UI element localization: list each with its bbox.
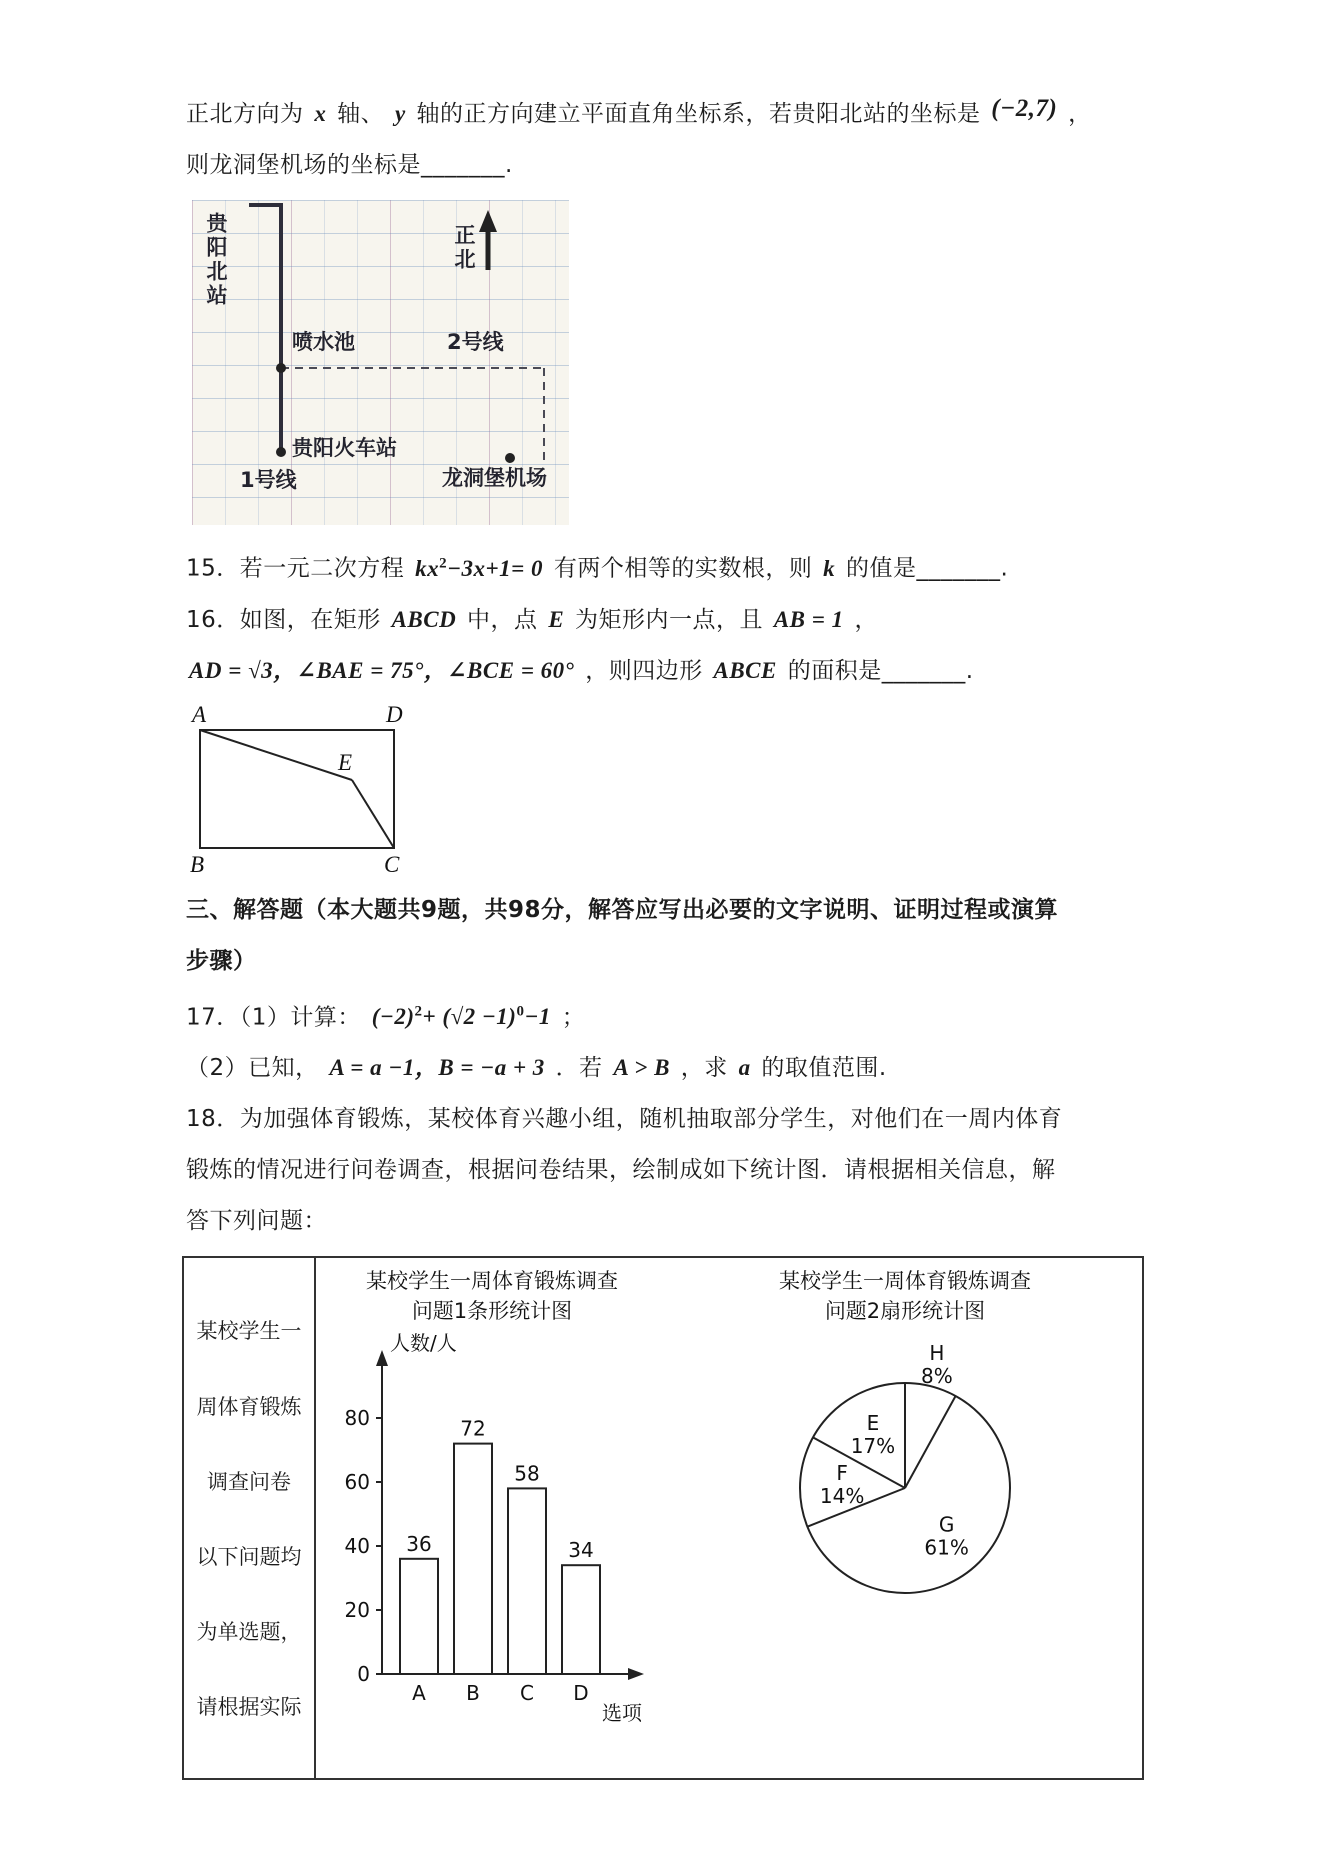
section3-header-line2: [186, 945, 1163, 977]
questionnaire-line-2: 周体育锻炼: [196, 1394, 302, 1419]
bar-D: [562, 1566, 600, 1675]
y-tick-label: 0: [357, 1662, 370, 1687]
q14-coordinate: (−2,7): [991, 95, 1058, 122]
q16-var-e: E: [548, 606, 565, 632]
q16-text-4: ，: [854, 606, 878, 633]
q17-text-5: ，求: [680, 1055, 728, 1082]
pie-pct-G: 61%: [924, 1535, 969, 1560]
questionnaire-line-1: 某校学生一: [196, 1319, 302, 1344]
section3-text-2: 步骤）: [186, 947, 257, 974]
q17-expr-b: + (√2 −1): [422, 1004, 517, 1030]
y-tick-label: 20: [344, 1598, 370, 1623]
map-label-guiyang-north-station: 贵阳北站: [204, 212, 228, 308]
q17-expr-sup1: 2: [414, 1003, 423, 1020]
y-tick-label: 80: [344, 1406, 370, 1431]
q17-line1: [186, 996, 1163, 1034]
x-axis-arrow: [628, 1668, 644, 1680]
q15-text-3: 的值是_______.: [845, 555, 1009, 582]
bar-category-A: A: [412, 1681, 426, 1706]
map-label-line2: 2号线: [447, 330, 504, 354]
q15-eq-sup: 2: [439, 555, 448, 571]
q16-abce: ABCE: [713, 657, 777, 683]
y-axis-arrow: [376, 1350, 388, 1366]
q17-expr-c: −1: [524, 1004, 551, 1030]
q17-inequality: A > B: [613, 1055, 670, 1081]
bar-A: [400, 1559, 438, 1674]
q14-var-x: x: [314, 101, 327, 126]
y-tick-label: 40: [344, 1534, 370, 1559]
airport-dot: [505, 453, 515, 463]
north-arrow-head: [479, 210, 497, 232]
rectangle-figure: [186, 706, 1163, 880]
q17-var-a: a: [738, 1055, 751, 1081]
bar-category-D: D: [573, 1681, 589, 1706]
q15-text-1: 15．若一元二次方程: [186, 555, 405, 582]
bar-chart-svg: [332, 1326, 652, 1738]
y-tick-label: 60: [344, 1470, 370, 1495]
vertex-label-b: B: [190, 851, 205, 876]
q15-eq-b: −3x+1= 0: [447, 555, 543, 581]
q17-text-4: ．若: [555, 1055, 603, 1082]
q18-line2: [186, 1154, 1163, 1186]
pie-pct-H: 8%: [920, 1364, 953, 1389]
pie-chart-svg: [755, 1326, 1055, 1626]
bar-C: [508, 1489, 546, 1675]
q14-var-y: y: [394, 101, 406, 126]
questionnaire-line-6: 请根据实际: [196, 1695, 302, 1720]
pie-pct-F: 14%: [819, 1484, 865, 1509]
section3-text-1: 三、解答题（本大题共9题，共98分，解答应写出必要的文字说明、证明过程或演算: [186, 896, 1059, 923]
q17-expression: [369, 1004, 554, 1029]
q16-abcd: ABCD: [391, 606, 457, 632]
pie-label-H: H: [929, 1341, 945, 1366]
vertex-label-d: D: [386, 705, 403, 727]
q17-text-1: 17．（1）计算：: [186, 1004, 361, 1031]
pie-label-E: E: [866, 1411, 880, 1436]
pie-chart-title-line2: 问题2扇形统计图: [824, 1299, 986, 1324]
q17-expr-sup2: 0: [516, 1003, 525, 1020]
map-label-line1: 1号线: [240, 468, 297, 492]
questionnaire-panel: [184, 1258, 316, 1778]
x-axis-label: 选项: [602, 1701, 642, 1726]
map-label-train-station: 贵阳火车站: [292, 436, 397, 460]
bar-chart-panel: [316, 1258, 668, 1778]
bar-category-B: B: [466, 1681, 480, 1706]
questionnaire-line-5: 为单选题，: [196, 1620, 302, 1645]
map-label-north: 正北: [452, 224, 476, 272]
q15-eq-a: kx: [415, 555, 440, 581]
bar-value-A: 36: [406, 1532, 432, 1557]
rectangle-drawing: [186, 706, 616, 876]
q15-line: [186, 547, 1163, 585]
q16-text-3: 为矩形内一点，且: [575, 606, 764, 633]
q18-text-1: 18．为加强体育锻炼，某校体育兴趣小组，随机抽取部分学生，对他们在一周内体育: [186, 1106, 1063, 1133]
bar-value-C: 58: [514, 1461, 540, 1486]
pie-label-F: F: [836, 1461, 848, 1486]
q16-line2: [186, 655, 1163, 687]
survey-figure: [182, 1256, 1144, 1780]
q18-line1: [186, 1103, 1163, 1135]
map-figure: [192, 200, 569, 525]
q16-conditions: AD = √3，∠BAE = 75°，∠BCE = 60°: [189, 657, 575, 683]
q18-line3: [186, 1205, 1163, 1237]
map-label-fountain: 喷水池: [292, 330, 355, 354]
pie-chart-panel: [668, 1258, 1142, 1778]
rectangle-abcd: [200, 730, 394, 848]
q18-text-3: 答下列问题：: [186, 1208, 327, 1235]
section3-header-line1: [186, 894, 1163, 926]
q17-line2: [186, 1052, 1163, 1084]
q14-text-3: 轴的正方向建立平面直角坐标系，若贵阳北站的坐标是: [416, 101, 981, 127]
pie-pct-E: 17%: [850, 1434, 896, 1459]
q14-text-1: 正北方向为: [186, 101, 304, 127]
q17-text-3: （2）已知，: [186, 1055, 319, 1082]
pie-chart-title-line1: 某校学生一周体育锻炼调查: [779, 1269, 1031, 1294]
vertex-label-a: A: [192, 705, 207, 727]
q15-var-k: k: [823, 555, 836, 581]
fountain-station-dot: [276, 363, 286, 373]
q17-text-6: 的取值范围.: [761, 1055, 887, 1082]
bar-category-C: C: [520, 1681, 534, 1706]
pie-label-G: G: [938, 1512, 955, 1537]
q16-text-5: ，则四边形: [585, 657, 703, 684]
q14-line1: [186, 95, 1163, 130]
bar-chart-title-line2: 问题1条形统计图: [411, 1299, 573, 1324]
q15-text-2: 有两个相等的实数根，则: [553, 555, 813, 582]
vertex-label-c: C: [384, 851, 400, 876]
q15-equation: [412, 556, 546, 581]
map-label-airport: 龙洞堡机场: [442, 466, 547, 490]
q16-ab-eq: AB = 1: [773, 606, 844, 632]
q16-text-6: 的面积是_______.: [787, 657, 974, 684]
q14-text-4: ，: [1068, 101, 1092, 127]
segment-ec: [352, 780, 394, 848]
point-label-e: E: [338, 749, 353, 775]
q16-line1: [186, 604, 1163, 636]
q14-text-2: 轴、: [337, 101, 385, 127]
questionnaire-line-3: 调查问卷: [207, 1469, 291, 1494]
q14-blank-line: 则龙洞堡机场的坐标是_______.: [186, 152, 513, 178]
q18-text-2: 锻炼的情况进行问卷调查，根据问卷结果，绘制成如下统计图．请根据相关信息，解: [186, 1157, 1056, 1184]
q16-text-1: 16．如图，在矩形: [186, 606, 381, 633]
q14-line2: [186, 149, 1163, 181]
bar-value-B: 72: [460, 1416, 486, 1441]
q17-expr-a: (−2): [371, 1004, 415, 1030]
q17-ab-defs: A = a −1，B = −a + 3: [329, 1055, 545, 1081]
segment-ae: [200, 730, 352, 780]
bar-B: [454, 1444, 492, 1674]
y-axis-label: 人数/人: [390, 1331, 457, 1356]
bar-value-D: 34: [568, 1538, 594, 1563]
q16-text-2: 中，点: [467, 606, 538, 633]
train-station-dot: [276, 447, 286, 457]
q17-text-2: ；: [561, 1004, 586, 1031]
questionnaire-line-4: 以下问题均: [196, 1544, 302, 1569]
bar-chart-title-line1: 某校学生一周体育锻炼调查: [366, 1269, 618, 1294]
